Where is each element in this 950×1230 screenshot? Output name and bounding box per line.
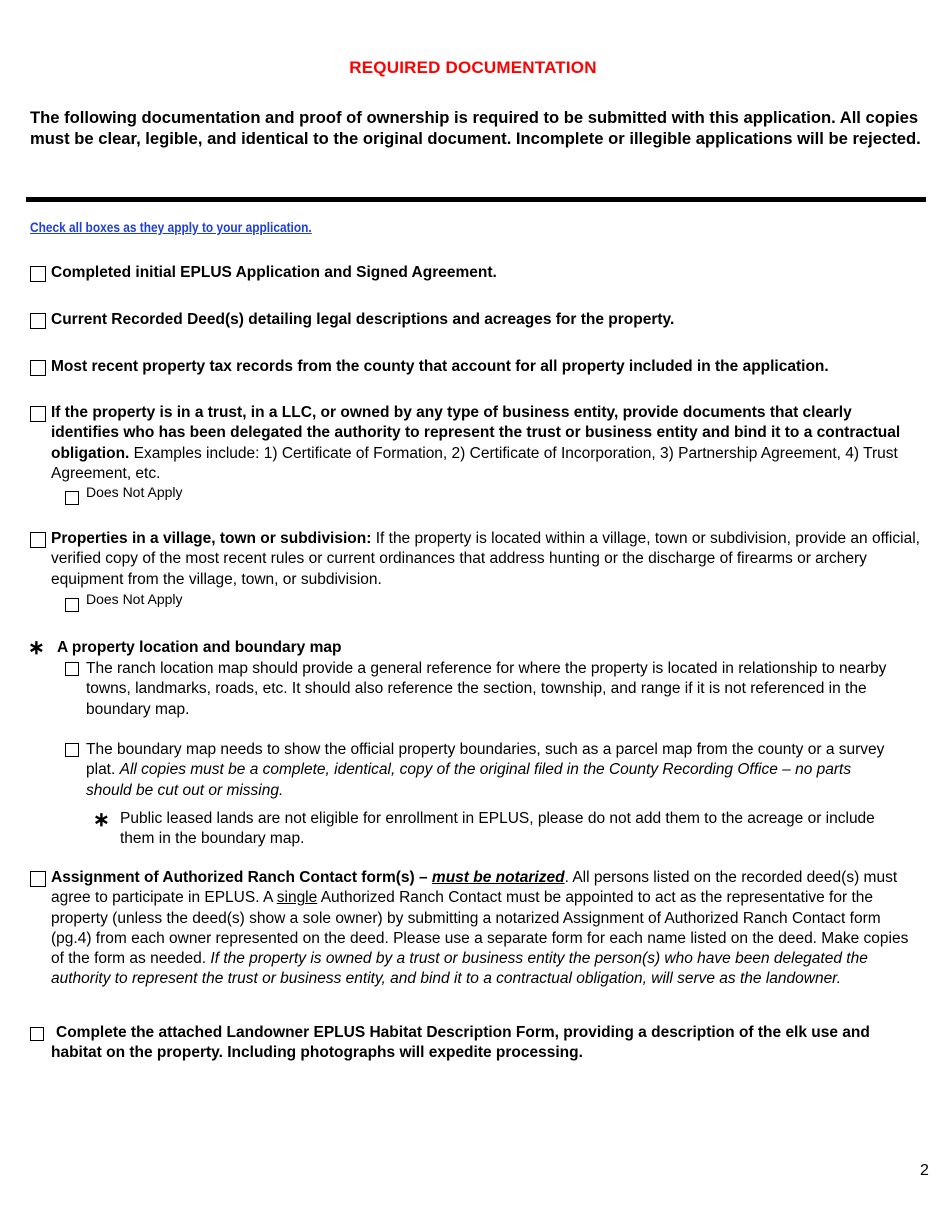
page-number: 2 bbox=[920, 1162, 929, 1179]
checkbox-village-does-not-apply[interactable] bbox=[65, 598, 79, 612]
item-village bbox=[51, 529, 931, 590]
ranch-contact-bold: Assignment of Authorized Ranch Contact form(s) – bbox=[51, 869, 432, 886]
checkbox-habitat[interactable] bbox=[30, 1027, 44, 1041]
item-ranch-contact bbox=[51, 868, 911, 990]
trust-does-not-apply-label: Does Not Apply bbox=[86, 484, 183, 500]
item-habitat: Complete the attached Landowner EPLUS Habitat Description Form, providing a description of the elk use and habitat on the property. Including photographs will expedite processing. bbox=[51, 1024, 870, 1062]
trust-llc-text: Examples include: 1) Certificate of Formation, 2) Certificate of Incorporation, 3) Partnership Agreement, 4) Trust Agreement, etc. bbox=[51, 444, 898, 482]
instruction-link[interactable]: Check all boxes as they apply to your application. bbox=[30, 219, 312, 235]
ranch-contact-single: single bbox=[276, 889, 318, 907]
ranch-contact-notarized: must be notarized bbox=[431, 869, 565, 886]
checkbox-trust-does-not-apply[interactable] bbox=[65, 491, 79, 505]
boundary-map-normal: The boundary map needs to show the official property boundaries, such as a parcel map from the county or a survey plat. bbox=[86, 741, 885, 779]
item-tax-records: Most recent property tax records from the county that account for all property included in the application. bbox=[51, 358, 829, 375]
checkbox-trust-llc[interactable] bbox=[30, 406, 46, 422]
divider bbox=[26, 197, 926, 202]
checkbox-tax-records[interactable] bbox=[30, 360, 46, 376]
required-star-icon: ∗ bbox=[28, 637, 45, 659]
item-trust-llc bbox=[51, 403, 919, 484]
checkbox-location-map[interactable] bbox=[65, 662, 79, 676]
trust-llc-bold: If the property is in a trust, in a LLC, or owned by any type of business entity, provide documents that clearly identifies who has been delegated the authority to represent the trust or business entity and bind it to a contractual obligation. bbox=[51, 404, 901, 462]
checkbox-village[interactable] bbox=[30, 532, 46, 548]
item-recorded-deed: Current Recorded Deed(s) detailing legal descriptions and acreages for the property. bbox=[51, 311, 675, 328]
checkbox-ranch-contact[interactable] bbox=[30, 871, 46, 887]
ranch-contact-text2: Authorized Ranch Contact must be appointed to act as the representative for the property (unless the deed(s) show a sole owner) by submitting a notarized Assignment of Authorized Ranch Contact form (pg.4) from each owner represented on the deed. Please use a separate form for each name listed on the deed. Make copies of the form as needed. bbox=[51, 889, 909, 968]
leased-star-icon: ∗ bbox=[93, 809, 110, 831]
location-map-text: The ranch location map should provide a general reference for where the property is located in relationship to nearby towns, landmarks, roads, etc. It should also reference the section, township, and range if it is not referenced in the boundary map. bbox=[86, 660, 887, 718]
ranch-contact-italic: If the property is owned by a trust or business entity the person(s) who have been delegated the authority to represent the trust or business entity, and bind it to a contractual obligation, will serve as the landowner. bbox=[51, 950, 868, 988]
boundary-map-italic: All copies must be a complete, identical, copy of the original filed in the County Recording Office – no parts should be cut out or missing. bbox=[86, 761, 852, 799]
page-title: REQUIRED DOCUMENTATION bbox=[349, 58, 597, 77]
village-text: If the property is located within a village, town or subdivision, provide an official, verified copy of the most recent rules or current ordinances that address hunting or the discharge of firearms or archery equipment from the village, town, or subdivision. bbox=[51, 530, 920, 588]
checkbox-initial-application[interactable] bbox=[30, 266, 46, 282]
item-initial-application: Completed initial EPLUS Application and Signed Agreement. bbox=[51, 264, 497, 281]
village-bold: Properties in a village, town or subdivision: bbox=[51, 530, 372, 547]
village-does-not-apply-label: Does Not Apply bbox=[86, 591, 183, 607]
checkbox-boundary-map[interactable] bbox=[65, 743, 79, 757]
checkbox-recorded-deed[interactable] bbox=[30, 313, 46, 329]
boundary-map-text bbox=[86, 740, 886, 801]
leased-note: Public leased lands are not eligible for enrollment in EPLUS, please do not add them to the acreage or include them in the boundary map. bbox=[120, 810, 875, 848]
ranch-contact-text1: . All persons listed on the recorded deed(s) must agree to participate in EPLUS. A bbox=[51, 869, 898, 907]
map-heading: A property location and boundary map bbox=[57, 639, 342, 656]
intro-paragraph: The following documentation and proof of ownership is required to be submitted with this application. All copies must be clear, legible, and identical to the original document. Incomplete or illegible applications will be rejected. bbox=[30, 108, 921, 148]
